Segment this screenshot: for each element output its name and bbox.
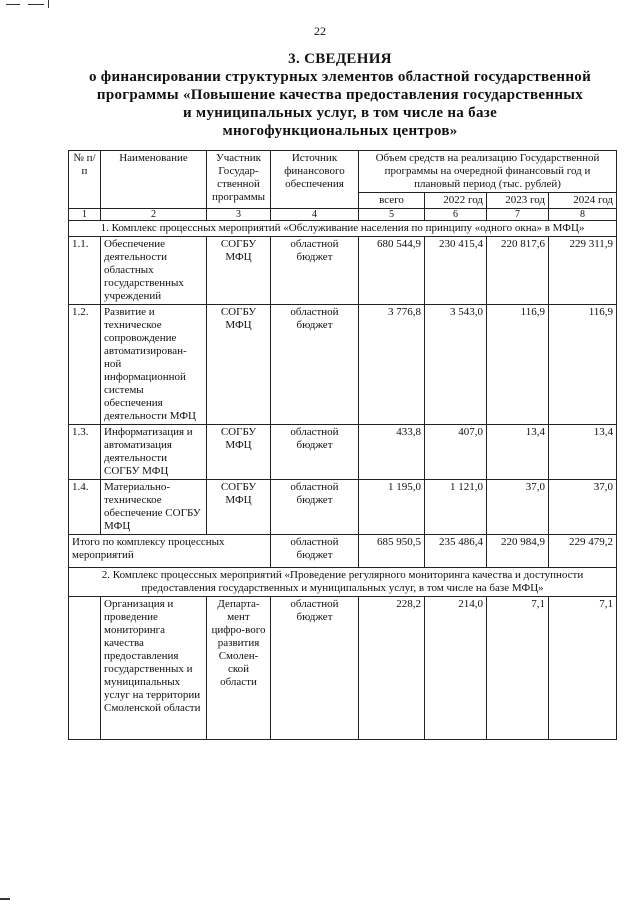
section-title-row: [69, 568, 617, 597]
subtotal-row: [69, 535, 617, 568]
header-name: Наименование: [101, 151, 207, 209]
row-2022: 407,0: [425, 425, 487, 480]
row-name: Обеспечение деятельности областных государственных учреждений: [101, 237, 207, 305]
col-number: 6: [425, 209, 487, 221]
col-number: 3: [207, 209, 271, 221]
row-no: 1.1.: [69, 237, 101, 305]
header-no: № п/п: [69, 151, 101, 209]
row-name: Информатизация и автоматизация деятельности СОГБУ МФЦ: [101, 425, 207, 480]
scan-mark: [28, 4, 44, 5]
col-number: 5: [359, 209, 425, 221]
subtotal-total: 685 950,5: [359, 535, 425, 568]
row-2023: 13,4: [487, 425, 549, 480]
row-no: [69, 597, 101, 740]
row-2022: 214,0: [425, 597, 487, 740]
row-source: областной бюджет: [271, 237, 359, 305]
col-number: 4: [271, 209, 359, 221]
title-line-2: программы «Повышение качества предоставления государственных: [96, 87, 584, 103]
row-2022: 230 415,4: [425, 237, 487, 305]
row-2024: 7,1: [549, 597, 617, 740]
row-2022: 1 121,0: [425, 480, 487, 535]
row-total: 3 776,8: [359, 305, 425, 425]
title-line-3: и муниципальных услуг, в том числе на базе: [182, 105, 498, 121]
title-heading: 3. СВЕДЕНИЯ: [288, 51, 392, 67]
subtotal-2024: 229 479,2: [549, 535, 617, 568]
table-row: [69, 597, 617, 740]
table-row: [69, 425, 617, 480]
row-participant: СОГБУ МФЦ: [207, 305, 271, 425]
row-source: областной бюджет: [271, 425, 359, 480]
row-name: Организация и проведение мониторинга качества предоставления государственных и муниципальных услуг на территории Смоленской области: [101, 597, 207, 740]
col-number: 7: [487, 209, 549, 221]
row-name: Материально-техническое обеспечение СОГБУ МФЦ: [101, 480, 207, 535]
row-no: 1.3.: [69, 425, 101, 480]
column-number-row: [69, 209, 617, 221]
header-volume: Объем средств на реализацию Государственной программы на очередной финансовый год и плановый период (тыс. рублей): [359, 151, 617, 193]
header-source: Источник финансового обеспечения: [271, 151, 359, 209]
row-name: Развитие и техническое сопровождение автоматизирован-ной информационной системы обеспечения деятельности МФЦ: [101, 305, 207, 425]
col-number: 1: [69, 209, 101, 221]
row-no: 1.2.: [69, 305, 101, 425]
table-row: [69, 237, 617, 305]
row-2024: 116,9: [549, 305, 617, 425]
row-source: областной бюджет: [271, 597, 359, 740]
row-2024: 37,0: [549, 480, 617, 535]
row-participant: СОГБУ МФЦ: [207, 237, 271, 305]
row-total: 228,2: [359, 597, 425, 740]
subtotal-label: Итого по комплексу процессных мероприятий: [69, 535, 271, 568]
row-2023: 116,9: [487, 305, 549, 425]
subtotal-source: областной бюджет: [271, 535, 359, 568]
row-no: 1.4.: [69, 480, 101, 535]
section-2-title: 2. Комплекс процессных мероприятий «Проведение регулярного мониторинга качества и доступности предоставления государственных и муниципальных услуг, в том числе на базе МФЦ»: [69, 568, 617, 597]
col-number: 2: [101, 209, 207, 221]
row-participant: СОГБУ МФЦ: [207, 425, 271, 480]
header-2022: 2022 год: [425, 193, 487, 209]
title-line-1: о финансировании структурных элементов областной государственной: [88, 69, 592, 85]
row-source: областной бюджет: [271, 480, 359, 535]
table-row: [69, 305, 617, 425]
table-row: [69, 480, 617, 535]
row-2022: 3 543,0: [425, 305, 487, 425]
subtotal-2023: 220 984,9: [487, 535, 549, 568]
row-2023: 37,0: [487, 480, 549, 535]
header-row: [69, 151, 617, 193]
header-2023: 2023 год: [487, 193, 549, 209]
header-2024: 2024 год: [549, 193, 617, 209]
row-2023: 220 817,6: [487, 237, 549, 305]
header-participant: Участник Государ-ственной программы: [207, 151, 271, 209]
row-participant: Департа-мент цифро-вого развития Смолен-ской области: [207, 597, 271, 740]
row-total: 433,8: [359, 425, 425, 480]
scan-mark: [6, 4, 20, 5]
document-title: [60, 50, 620, 140]
row-total: 680 544,9: [359, 237, 425, 305]
subtotal-2022: 235 486,4: [425, 535, 487, 568]
row-2024: 229 311,9: [549, 237, 617, 305]
scan-mark: [0, 898, 10, 900]
row-2024: 13,4: [549, 425, 617, 480]
row-source: областной бюджет: [271, 305, 359, 425]
title-line-4: многофункциональных центров»: [222, 123, 458, 139]
financing-table: [68, 150, 617, 740]
row-participant: СОГБУ МФЦ: [207, 480, 271, 535]
col-number: 8: [549, 209, 617, 221]
section-1-title: 1. Комплекс процессных мероприятий «Обслуживание населения по принципу «одного окна» в МФЦ»: [69, 221, 617, 237]
header-total: всего: [359, 193, 425, 209]
scan-mark: [48, 0, 49, 8]
row-2023: 7,1: [487, 597, 549, 740]
section-title-row: [69, 221, 617, 237]
row-total: 1 195,0: [359, 480, 425, 535]
page-number: 22: [314, 24, 326, 38]
